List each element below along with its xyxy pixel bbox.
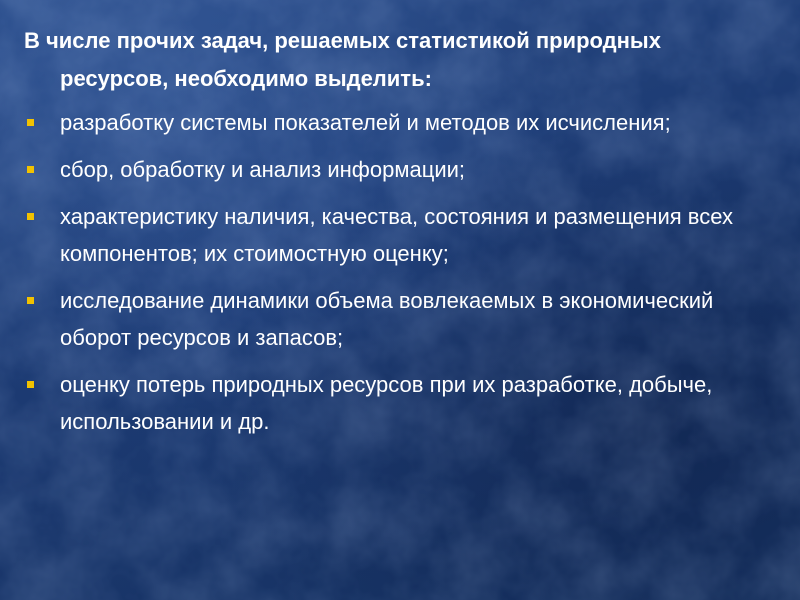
bullet-item bbox=[24, 198, 764, 272]
bullet-list bbox=[24, 104, 764, 440]
bullet-item bbox=[24, 151, 764, 188]
bullet-item bbox=[24, 282, 764, 356]
square-bullet-icon bbox=[27, 381, 34, 388]
slide-heading: В числе прочих задач, решаемых статистикой природных ресурсов, необходимо выделить: bbox=[24, 28, 661, 91]
bullet-item bbox=[24, 366, 764, 440]
bullet-text: разработку системы показателей и методов их исчисления; bbox=[60, 110, 671, 135]
bullet-item bbox=[24, 104, 764, 141]
bullet-text: сбор, обработку и анализ информации; bbox=[60, 157, 466, 182]
bullet-text: оценку потерь природных ресурсов при их разработке, добыче, использовании и др. bbox=[60, 372, 713, 434]
square-bullet-icon bbox=[27, 119, 34, 126]
bullet-text: исследование динамики объема вовлекаемых в экономический оборот ресурсов и запасов; bbox=[60, 288, 714, 350]
slide-content bbox=[24, 22, 764, 440]
square-bullet-icon bbox=[27, 213, 34, 220]
square-bullet-icon bbox=[27, 166, 34, 173]
bullet-text: характеристику наличия, качества, состояния и размещения всех компонентов; их стоимостную оценку; bbox=[60, 204, 733, 266]
square-bullet-icon bbox=[27, 297, 34, 304]
